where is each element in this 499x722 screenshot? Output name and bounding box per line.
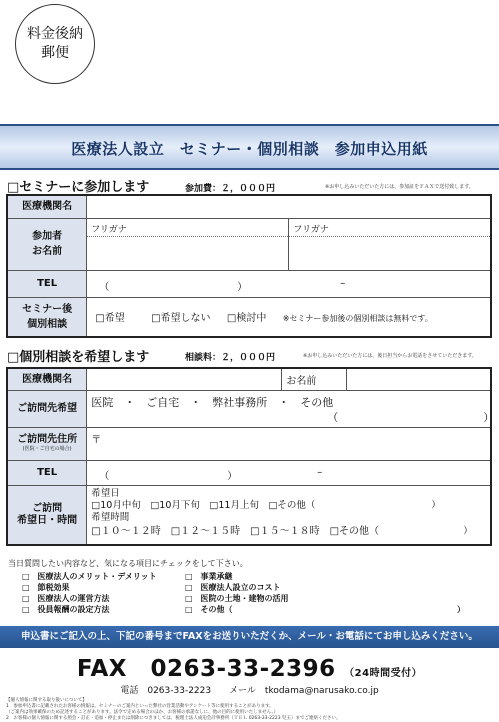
consult-org-field[interactable] <box>87 368 282 390</box>
consult-tel-open: （ <box>99 470 110 482</box>
participant-label-2: お名前 <box>32 246 63 257</box>
consult-tel-close: ） <box>227 470 238 482</box>
stamp-line-1: 料金後納 <box>27 26 83 42</box>
participant-label <box>7 218 87 270</box>
interest-item[interactable]: □ 医療法人の運営方法 <box>22 594 110 603</box>
participant-label-1: 参加者 <box>32 231 63 242</box>
seminar-tel-field[interactable] <box>87 270 491 297</box>
interest-item[interactable]: □ 役員報酬の設定方法 <box>22 605 110 614</box>
date-options[interactable]: □10月中旬 □10月下旬 □11月上旬 □その他（ <box>91 499 316 511</box>
privacy-item-1: 1 参加申込書に記載されたお客様の情報は、セミナーのご案内といった弊社の営業活動やアンケート等に使用することがあります。 <box>6 704 274 709</box>
seminar-heading[interactable]: □セミナーに参加します <box>7 180 150 195</box>
fax-line <box>0 650 499 683</box>
visit-label: ご訪問先希望 <box>7 390 87 427</box>
seminar-tel-dash: – <box>340 277 346 289</box>
option-consider-checkbox[interactable]: □検討中 <box>226 313 267 325</box>
interests-left-list <box>22 571 157 615</box>
privacy-notice <box>6 698 341 722</box>
time-close: ） <box>463 525 473 537</box>
interests-right-list <box>185 571 289 615</box>
seminar-note: ※お申し込みいただいた方には、参加証をＦＡＸで送付致します。 <box>325 184 474 190</box>
address-sub: (医院・ご自宅の場合) <box>22 446 72 452</box>
visit-date-field[interactable] <box>87 485 491 545</box>
consult-form <box>6 367 495 546</box>
option-wish-checkbox[interactable]: □希望 <box>95 313 125 325</box>
visit-options-field[interactable] <box>87 390 495 427</box>
interest-item[interactable]: □ 医院の土地・建物の活用 <box>185 594 289 603</box>
contact-info[interactable]: 電話 0263-33-2223 メール tkodama@narusako.co.jp <box>120 686 379 696</box>
application-banner: 申込書にご記入の上、下記の番号までFAXをお送りいただくか、メール・お電話にてお申し込みください。 <box>0 626 499 648</box>
furigana-2: フリガナ <box>289 219 490 237</box>
seminar-fee: 参加費：２，０００円 <box>185 184 276 194</box>
date-close: ） <box>431 499 441 511</box>
seminar-form <box>6 194 492 338</box>
after-consult-options <box>87 297 491 337</box>
consult-org-label: 医療機関名 <box>7 368 87 390</box>
consult-tel-field[interactable] <box>87 460 491 485</box>
seminar-tel-label: TEL <box>7 270 87 297</box>
address-label <box>7 427 87 460</box>
date-heading: 希望日 <box>91 487 120 499</box>
interest-item[interactable]: □ 事業承継 <box>185 572 233 581</box>
consult-tel-dash: – <box>317 466 323 478</box>
visit-date-label-2: 希望日・時間 <box>17 514 78 526</box>
visit-paren-open: （ <box>327 410 339 424</box>
postage-stamp <box>15 4 95 84</box>
seminar-org-field[interactable] <box>87 195 491 218</box>
participant-2-field[interactable] <box>289 218 491 270</box>
interest-other-close: ） <box>457 605 465 614</box>
fax-hours: （24時間受付） <box>344 668 423 679</box>
seminar-tel-close: ） <box>237 281 248 293</box>
visit-date-label <box>7 485 87 545</box>
visit-date-label-1: ご訪問 <box>32 502 63 514</box>
fax-number[interactable]: FAX 0263-33-2396 <box>76 656 336 682</box>
time-options[interactable]: □１０～１２時 □１２～１５時 □１５～１８時 □その他（ <box>91 525 380 537</box>
participant-1-field[interactable] <box>87 218 289 270</box>
title-banner <box>0 124 499 170</box>
address-field[interactable] <box>87 427 491 460</box>
consult-note: ※お申し込みいただいた方には、後日担当からお電話をさせていただきます。 <box>303 353 477 359</box>
after-label-2: 個別相談 <box>27 318 68 330</box>
consult-fee: 相談料：２，０００円 <box>185 353 276 363</box>
privacy-item-1b: （ご案内は効果確保のため記述することがあります。法令で定める場合のほか、お客様の承諾なしに、他の目的に使用いたしません。） <box>6 710 279 715</box>
consult-name-label: お名前 <box>282 368 347 390</box>
option-nowish-checkbox[interactable]: □希望しない <box>151 313 211 325</box>
consult-tel-label: TEL <box>7 460 87 485</box>
interest-item[interactable]: □ 医療法人のメリット・デメリット <box>22 572 157 581</box>
after-consult-label <box>7 297 87 337</box>
page-title: 医療法人設立 セミナー・個別相談 参加申込用紙 <box>71 140 428 158</box>
privacy-title: 【個人情報に関する取り扱いについて】 <box>6 698 87 703</box>
address-label-text: ご訪問先住所 <box>17 434 78 445</box>
privacy-item-2: 2 お客様の個人情報に関する照会・訂正・追加・停止または削除につきましては、税理士法人成迫会計事務所（ＴＥＬ 0263-33-2223 児玉）までご連絡ください。 <box>6 716 341 721</box>
consult-name-field[interactable] <box>347 368 491 390</box>
furigana-1: フリガナ <box>87 219 288 237</box>
seminar-tel-open: （ <box>99 281 110 293</box>
stamp-line-2: 郵便 <box>41 45 69 61</box>
seminar-org-label: 医療機関名 <box>7 195 87 218</box>
after-label-1: セミナー後 <box>22 303 73 315</box>
interest-item[interactable]: □ 節税効果 <box>22 583 70 592</box>
interests-intro: 当日質問したい内容など、気になる項目にチェックをして下さい。 <box>8 559 248 568</box>
after-consult-note: ※セミナー参加後の個別相談は無料です。 <box>282 314 433 324</box>
interest-item[interactable]: □ その他（ <box>185 605 233 614</box>
postal-mark: 〒 <box>91 434 102 446</box>
time-heading: 希望時間 <box>91 511 130 523</box>
visit-options: 医院 ・ ご自宅 ・ 弊社事務所 ・ その他 <box>91 395 334 409</box>
interest-item[interactable]: □ 医療法人設立のコスト <box>185 583 281 592</box>
visit-paren-close: ） <box>483 410 495 424</box>
consult-heading[interactable]: □個別相談を希望します <box>7 350 150 365</box>
